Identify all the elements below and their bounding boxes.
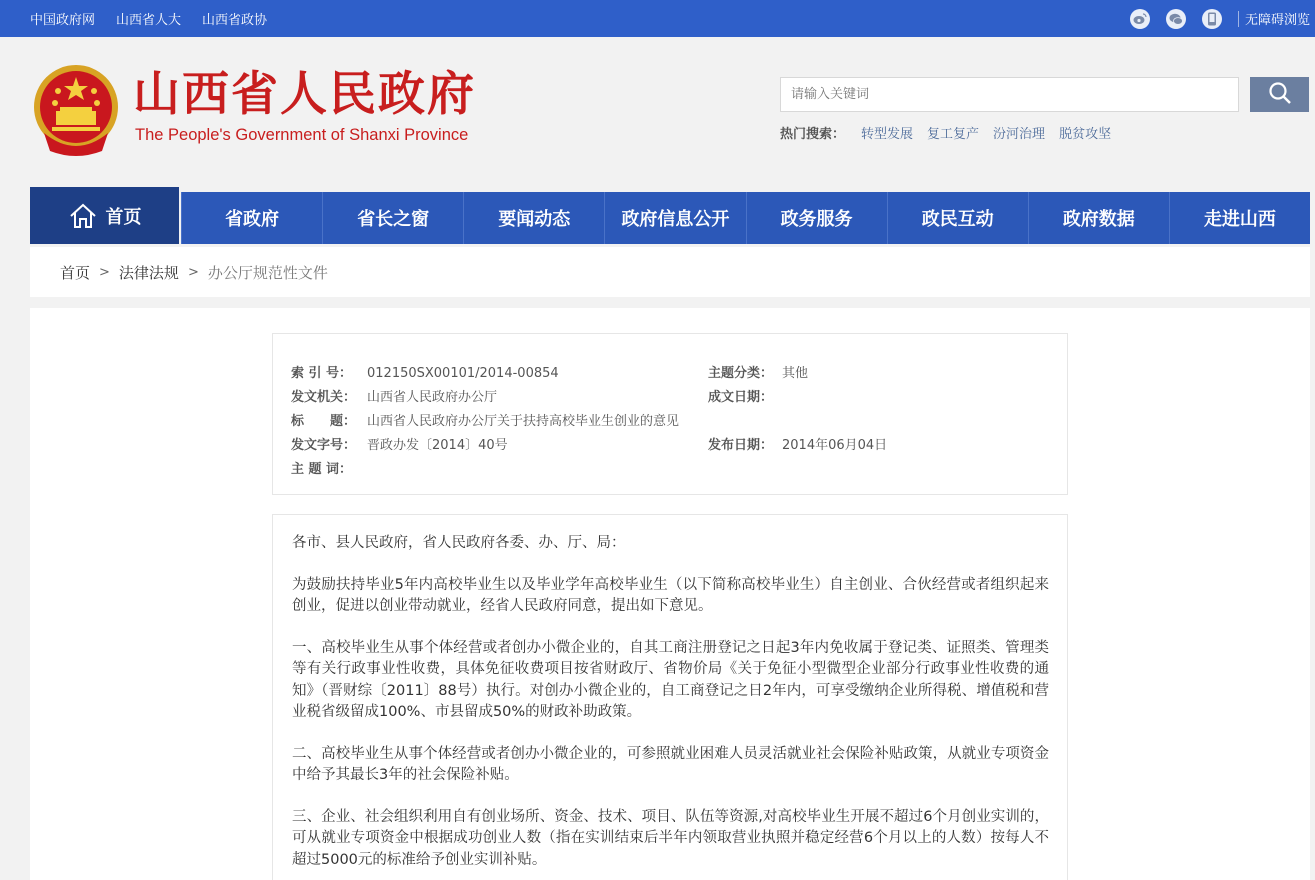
meta-index: [291, 362, 559, 381]
site-title: 山西省人民政府: [133, 67, 476, 122]
main-nav: [30, 187, 1310, 244]
content-area: [30, 308, 1310, 880]
mobile-icon[interactable]: [1202, 9, 1222, 29]
top-links: [30, 0, 288, 37]
meta-pub-date-value: 2014年06月04日: [782, 438, 888, 453]
article-paragraph: 一、高校毕业生从事个体经营或者创办小微企业的，自其工商注册登记之日起3年内免收属于登记类、证照类、管理类等有关行政事业性收费，具体免征收费项目按省财政厅、省物价局《关于免征小型微型企业部分行政事业性收费的通知》（晋财综〔2011〕88号）执行。对创办小微企业的，自工商登记之日2年内，可享受缴纳企业所得税、增值税和营业税省级留成100%、市县留成50%的财政补助政策。: [292, 639, 1049, 720]
meta-pub-date-label: 发布日期：: [708, 438, 774, 453]
meta-issuer-label: 发文机关：: [291, 390, 357, 405]
national-emblem-logo[interactable]: [30, 63, 122, 158]
accessibility-link[interactable]: 无障碍浏览: [1244, 13, 1310, 28]
meta-doc-no: [291, 434, 508, 453]
hot-search: [780, 123, 1125, 142]
meta-topic-value: 其他: [782, 366, 809, 381]
meta-title: [291, 410, 679, 429]
meta-issuer-value: 山西省人民政府办公厅: [367, 390, 498, 405]
article-paragraph: 三、企业、社会组织利用自有创业场所、资金、技术、项目、队伍等资源,对高校毕业生开展不超过6个月创业实训的，可从就业专项资金中根据成功创业人数（指在实训结束后半年内领取营业执照并稳定经营6个月以上的人数）按每人不超过5000元的标准给予创业实训补贴。: [292, 808, 1049, 868]
nav-item-governor[interactable]: 省长之窗: [322, 192, 463, 244]
meta-title-value: 山西省人民政府办公厅关于扶持高校毕业生创业的意见: [367, 414, 680, 429]
breadcrumb-home[interactable]: 首页: [60, 263, 91, 282]
weibo-icon[interactable]: [1130, 9, 1150, 29]
hot-search-label: 热门搜索：: [780, 127, 846, 142]
hot-term[interactable]: 复工复产: [927, 127, 980, 142]
nav-item-services[interactable]: 政务服务: [746, 192, 887, 244]
meta-index-value: 012150SX00101/2014-00854: [367, 366, 559, 381]
hot-term[interactable]: 汾河治理: [993, 127, 1046, 142]
site-subtitle: The People's Government of Shanxi Province: [135, 126, 469, 144]
wechat-icon[interactable]: [1166, 9, 1186, 29]
breadcrumb-separator: >: [99, 264, 110, 280]
breadcrumb-current: 办公厅规范性文件: [207, 263, 328, 282]
meta-topic: [708, 362, 808, 381]
search-input[interactable]: [780, 77, 1239, 112]
search-icon: [1268, 81, 1292, 108]
nav-item-news[interactable]: 要闻动态: [463, 192, 604, 244]
meta-date-written-label: 成文日期：: [708, 390, 774, 405]
article-body: [272, 514, 1068, 880]
article-paragraph: 各市、县人民政府，省人民政府各委、办、厅、局：: [292, 535, 626, 551]
hot-term[interactable]: 转型发展: [861, 127, 914, 142]
nav-items: [181, 192, 1310, 244]
meta-topic-label: 主题分类：: [708, 366, 774, 381]
meta-keywords-label: 主 题 词：: [291, 462, 353, 477]
nav-item-info-disclosure[interactable]: 政府信息公开: [604, 192, 745, 244]
top-bar: [0, 0, 1315, 37]
top-link-cppcc[interactable]: 山西省政协: [202, 13, 268, 28]
nav-item-provincial-gov[interactable]: 省政府: [181, 192, 322, 244]
nav-item-interaction[interactable]: 政民互动: [887, 192, 1028, 244]
meta-title-label: 标 题：: [291, 414, 357, 429]
breadcrumb-laws[interactable]: 法律法规: [118, 263, 179, 282]
meta-issuer: [291, 386, 497, 405]
meta-index-label: 索 引 号：: [291, 366, 353, 381]
meta-keywords: [291, 458, 367, 477]
breadcrumb-separator: >: [187, 264, 199, 280]
search-button[interactable]: [1250, 77, 1309, 112]
article-paragraph: 为鼓励扶持毕业5年内高校毕业生以及毕业学年高校毕业生（以下简称高校毕业生）自主创业、合伙经营或者组织起来创业，促进以创业带动就业，经省人民政府同意，提出如下意见。: [292, 576, 1049, 614]
top-link-gov-cn[interactable]: 中国政府网: [30, 13, 96, 28]
nav-home[interactable]: [30, 187, 179, 244]
breadcrumb: [30, 247, 1310, 297]
meta-pub-date: [708, 434, 887, 453]
top-right: [1130, 0, 1315, 37]
meta-doc-no-value: 晋政办发〔2014〕40号: [367, 438, 508, 453]
nav-item-data[interactable]: 政府数据: [1028, 192, 1169, 244]
document-metadata: [272, 333, 1068, 495]
nav-home-label: 首页: [105, 206, 142, 228]
top-link-npc[interactable]: 山西省人大: [116, 13, 182, 28]
divider: [1238, 11, 1239, 27]
meta-date-written: [708, 386, 782, 405]
home-icon: [68, 202, 98, 230]
article-paragraph: 二、高校毕业生从事个体经营或者创办小微企业的，可参照就业困难人员灵活就业社会保险补贴政策，从就业专项资金中给予其最长3年的社会保险补贴。: [292, 745, 1049, 783]
meta-doc-no-label: 发文字号：: [291, 438, 357, 453]
hot-term[interactable]: 脱贫攻坚: [1059, 127, 1112, 142]
nav-item-about-shanxi[interactable]: 走进山西: [1169, 192, 1310, 244]
